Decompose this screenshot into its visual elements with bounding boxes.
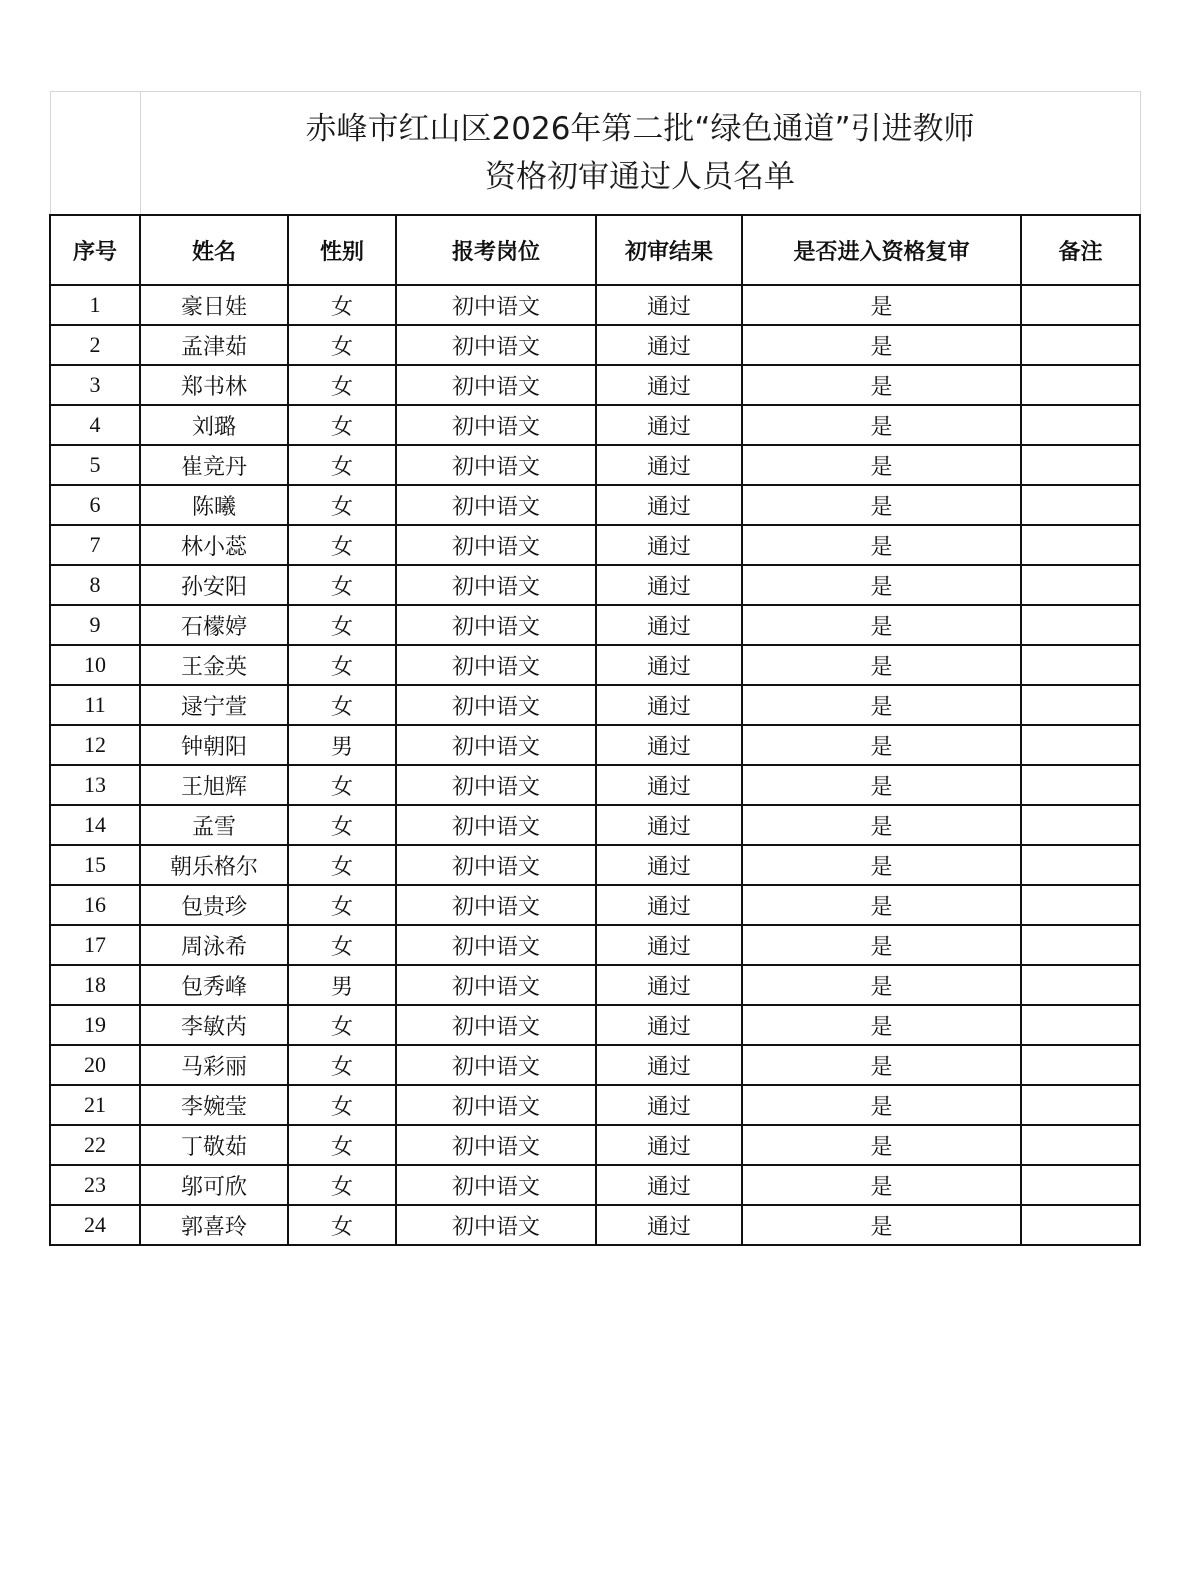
table-row <box>50 725 1140 765</box>
cell-no: 14 <box>50 805 140 845</box>
cell-review: 是 <box>742 965 1021 1005</box>
cell-no: 17 <box>50 925 140 965</box>
cell-post: 初中语文 <box>396 285 596 325</box>
cell-note <box>1021 685 1140 725</box>
cell-name: 钟朝阳 <box>140 725 288 765</box>
cell-note <box>1021 1085 1140 1125</box>
cell-post: 初中语文 <box>396 605 596 645</box>
header-review: 是否进入资格复审 <box>742 215 1021 285</box>
cell-gender: 女 <box>288 565 396 605</box>
cell-no: 5 <box>50 445 140 485</box>
table-row <box>50 685 1140 725</box>
cell-name: 丁敬茹 <box>140 1125 288 1165</box>
cell-review: 是 <box>742 685 1021 725</box>
table-row <box>50 445 1140 485</box>
cell-note <box>1021 765 1140 805</box>
cell-note <box>1021 885 1140 925</box>
cell-post: 初中语文 <box>396 1205 596 1245</box>
cell-post: 初中语文 <box>396 845 596 885</box>
title-line-2: 资格初审通过人员名单 <box>485 159 796 195</box>
cell-post: 初中语文 <box>396 365 596 405</box>
cell-post: 初中语文 <box>396 1165 596 1205</box>
cell-name: 李敏芮 <box>140 1005 288 1045</box>
table-row <box>50 885 1140 925</box>
cell-note <box>1021 565 1140 605</box>
header-name: 姓名 <box>140 215 288 285</box>
table-row <box>50 965 1140 1005</box>
cell-no: 19 <box>50 1005 140 1045</box>
cell-result: 通过 <box>596 365 742 405</box>
cell-result: 通过 <box>596 965 742 1005</box>
cell-result: 通过 <box>596 485 742 525</box>
cell-name: 孟津茹 <box>140 325 288 365</box>
cell-result: 通过 <box>596 565 742 605</box>
cell-review: 是 <box>742 445 1021 485</box>
cell-review: 是 <box>742 565 1021 605</box>
cell-result: 通过 <box>596 405 742 445</box>
table-row <box>50 1205 1140 1245</box>
cell-post: 初中语文 <box>396 1005 596 1045</box>
cell-post: 初中语文 <box>396 405 596 445</box>
cell-name: 邬可欣 <box>140 1165 288 1205</box>
cell-review: 是 <box>742 805 1021 845</box>
cell-gender: 男 <box>288 725 396 765</box>
cell-result: 通过 <box>596 605 742 645</box>
cell-gender: 女 <box>288 1125 396 1165</box>
cell-gender: 女 <box>288 485 396 525</box>
cell-post: 初中语文 <box>396 1045 596 1085</box>
table-row <box>50 845 1140 885</box>
cell-result: 通过 <box>596 645 742 685</box>
cell-post: 初中语文 <box>396 685 596 725</box>
cell-post: 初中语文 <box>396 805 596 845</box>
table-row <box>50 1125 1140 1165</box>
title-line-1: 赤峰市红山区2026年第二批“绿色通道”引进教师 <box>305 111 975 147</box>
table-row <box>50 1085 1140 1125</box>
title-corner-cell <box>50 92 140 216</box>
header-note: 备注 <box>1021 215 1140 285</box>
cell-gender: 女 <box>288 325 396 365</box>
cell-note <box>1021 525 1140 565</box>
cell-gender: 女 <box>288 525 396 565</box>
cell-note <box>1021 1005 1140 1045</box>
cell-name: 李婉莹 <box>140 1085 288 1125</box>
cell-no: 13 <box>50 765 140 805</box>
cell-gender: 女 <box>288 925 396 965</box>
cell-result: 通过 <box>596 885 742 925</box>
cell-gender: 女 <box>288 1045 396 1085</box>
cell-name: 刘璐 <box>140 405 288 445</box>
cell-gender: 女 <box>288 445 396 485</box>
cell-name: 马彩丽 <box>140 1045 288 1085</box>
cell-note <box>1021 1045 1140 1085</box>
table-row <box>50 1005 1140 1045</box>
cell-review: 是 <box>742 325 1021 365</box>
cell-review: 是 <box>742 885 1021 925</box>
header-gender: 性别 <box>288 215 396 285</box>
cell-result: 通过 <box>596 925 742 965</box>
cell-gender: 男 <box>288 965 396 1005</box>
table-row <box>50 565 1140 605</box>
cell-result: 通过 <box>596 685 742 725</box>
cell-name: 王金英 <box>140 645 288 685</box>
table-row <box>50 285 1140 325</box>
cell-gender: 女 <box>288 1165 396 1205</box>
cell-name: 石檬婷 <box>140 605 288 645</box>
cell-review: 是 <box>742 845 1021 885</box>
cell-post: 初中语文 <box>396 925 596 965</box>
cell-review: 是 <box>742 1045 1021 1085</box>
cell-result: 通过 <box>596 525 742 565</box>
cell-gender: 女 <box>288 885 396 925</box>
cell-name: 朝乐格尔 <box>140 845 288 885</box>
cell-name: 王旭辉 <box>140 765 288 805</box>
cell-result: 通过 <box>596 1005 742 1045</box>
cell-result: 通过 <box>596 765 742 805</box>
cell-result: 通过 <box>596 845 742 885</box>
cell-result: 通过 <box>596 1205 742 1245</box>
cell-review: 是 <box>742 1085 1021 1125</box>
cell-note <box>1021 325 1140 365</box>
cell-result: 通过 <box>596 1045 742 1085</box>
table-row <box>50 925 1140 965</box>
cell-note <box>1021 1165 1140 1205</box>
cell-gender: 女 <box>288 765 396 805</box>
cell-no: 9 <box>50 605 140 645</box>
cell-no: 20 <box>50 1045 140 1085</box>
cell-note <box>1021 405 1140 445</box>
cell-gender: 女 <box>288 805 396 845</box>
table-row <box>50 485 1140 525</box>
cell-review: 是 <box>742 365 1021 405</box>
cell-post: 初中语文 <box>396 725 596 765</box>
cell-result: 通过 <box>596 1165 742 1205</box>
document-title <box>141 105 1140 201</box>
cell-gender: 女 <box>288 685 396 725</box>
cell-result: 通过 <box>596 325 742 365</box>
cell-no: 1 <box>50 285 140 325</box>
table-row <box>50 805 1140 845</box>
cell-result: 通过 <box>596 1125 742 1165</box>
cell-no: 6 <box>50 485 140 525</box>
cell-no: 23 <box>50 1165 140 1205</box>
cell-note <box>1021 725 1140 765</box>
title-cell <box>140 92 1140 216</box>
cell-gender: 女 <box>288 405 396 445</box>
cell-post: 初中语文 <box>396 765 596 805</box>
header-no: 序号 <box>50 215 140 285</box>
cell-note <box>1021 805 1140 845</box>
cell-post: 初中语文 <box>396 445 596 485</box>
cell-name: 孟雪 <box>140 805 288 845</box>
cell-result: 通过 <box>596 725 742 765</box>
cell-no: 21 <box>50 1085 140 1125</box>
table-row <box>50 765 1140 805</box>
cell-name: 豪日娃 <box>140 285 288 325</box>
cell-gender: 女 <box>288 845 396 885</box>
cell-note <box>1021 285 1140 325</box>
cell-no: 10 <box>50 645 140 685</box>
cell-review: 是 <box>742 605 1021 645</box>
cell-review: 是 <box>742 1125 1021 1165</box>
cell-name: 包秀峰 <box>140 965 288 1005</box>
table-row <box>50 325 1140 365</box>
cell-review: 是 <box>742 925 1021 965</box>
cell-note <box>1021 645 1140 685</box>
cell-name: 逯宁萱 <box>140 685 288 725</box>
cell-gender: 女 <box>288 605 396 645</box>
cell-post: 初中语文 <box>396 485 596 525</box>
header-result: 初审结果 <box>596 215 742 285</box>
cell-no: 2 <box>50 325 140 365</box>
cell-note <box>1021 1205 1140 1245</box>
cell-result: 通过 <box>596 805 742 845</box>
cell-name: 郭喜玲 <box>140 1205 288 1245</box>
cell-post: 初中语文 <box>396 565 596 605</box>
cell-post: 初中语文 <box>396 645 596 685</box>
cell-no: 18 <box>50 965 140 1005</box>
cell-gender: 女 <box>288 1085 396 1125</box>
cell-result: 通过 <box>596 1085 742 1125</box>
cell-note <box>1021 485 1140 525</box>
cell-no: 4 <box>50 405 140 445</box>
table-row <box>50 1165 1140 1205</box>
cell-gender: 女 <box>288 1005 396 1045</box>
cell-no: 11 <box>50 685 140 725</box>
cell-no: 3 <box>50 365 140 405</box>
cell-name: 陈曦 <box>140 485 288 525</box>
cell-no: 12 <box>50 725 140 765</box>
cell-post: 初中语文 <box>396 965 596 1005</box>
cell-review: 是 <box>742 1205 1021 1245</box>
header-post: 报考岗位 <box>396 215 596 285</box>
table-row <box>50 645 1140 685</box>
cell-post: 初中语文 <box>396 525 596 565</box>
cell-name: 林小蕊 <box>140 525 288 565</box>
cell-result: 通过 <box>596 445 742 485</box>
cell-note <box>1021 445 1140 485</box>
cell-post: 初中语文 <box>396 1125 596 1165</box>
table-row <box>50 405 1140 445</box>
cell-post: 初中语文 <box>396 885 596 925</box>
cell-review: 是 <box>742 525 1021 565</box>
cell-review: 是 <box>742 645 1021 685</box>
header-row <box>50 215 1140 285</box>
cell-note <box>1021 365 1140 405</box>
cell-review: 是 <box>742 485 1021 525</box>
cell-no: 15 <box>50 845 140 885</box>
cell-note <box>1021 845 1140 885</box>
cell-gender: 女 <box>288 1205 396 1245</box>
cell-post: 初中语文 <box>396 325 596 365</box>
cell-no: 8 <box>50 565 140 605</box>
cell-name: 崔竞丹 <box>140 445 288 485</box>
cell-no: 7 <box>50 525 140 565</box>
cell-name: 孙安阳 <box>140 565 288 605</box>
cell-note <box>1021 965 1140 1005</box>
table-row <box>50 1045 1140 1085</box>
cell-gender: 女 <box>288 645 396 685</box>
cell-name: 包贵珍 <box>140 885 288 925</box>
cell-note <box>1021 1125 1140 1165</box>
cell-review: 是 <box>742 1165 1021 1205</box>
cell-post: 初中语文 <box>396 1085 596 1125</box>
cell-no: 22 <box>50 1125 140 1165</box>
cell-no: 24 <box>50 1205 140 1245</box>
cell-review: 是 <box>742 405 1021 445</box>
cell-no: 16 <box>50 885 140 925</box>
cell-name: 郑书林 <box>140 365 288 405</box>
cell-gender: 女 <box>288 285 396 325</box>
cell-review: 是 <box>742 725 1021 765</box>
table-row <box>50 365 1140 405</box>
cell-result: 通过 <box>596 285 742 325</box>
cell-review: 是 <box>742 765 1021 805</box>
cell-review: 是 <box>742 285 1021 325</box>
table-row <box>50 525 1140 565</box>
cell-gender: 女 <box>288 365 396 405</box>
cell-note <box>1021 605 1140 645</box>
cell-note <box>1021 925 1140 965</box>
cell-name: 周泳希 <box>140 925 288 965</box>
candidate-list-table <box>49 91 1141 1246</box>
title-row <box>50 92 1140 216</box>
table-row <box>50 605 1140 645</box>
cell-review: 是 <box>742 1005 1021 1045</box>
